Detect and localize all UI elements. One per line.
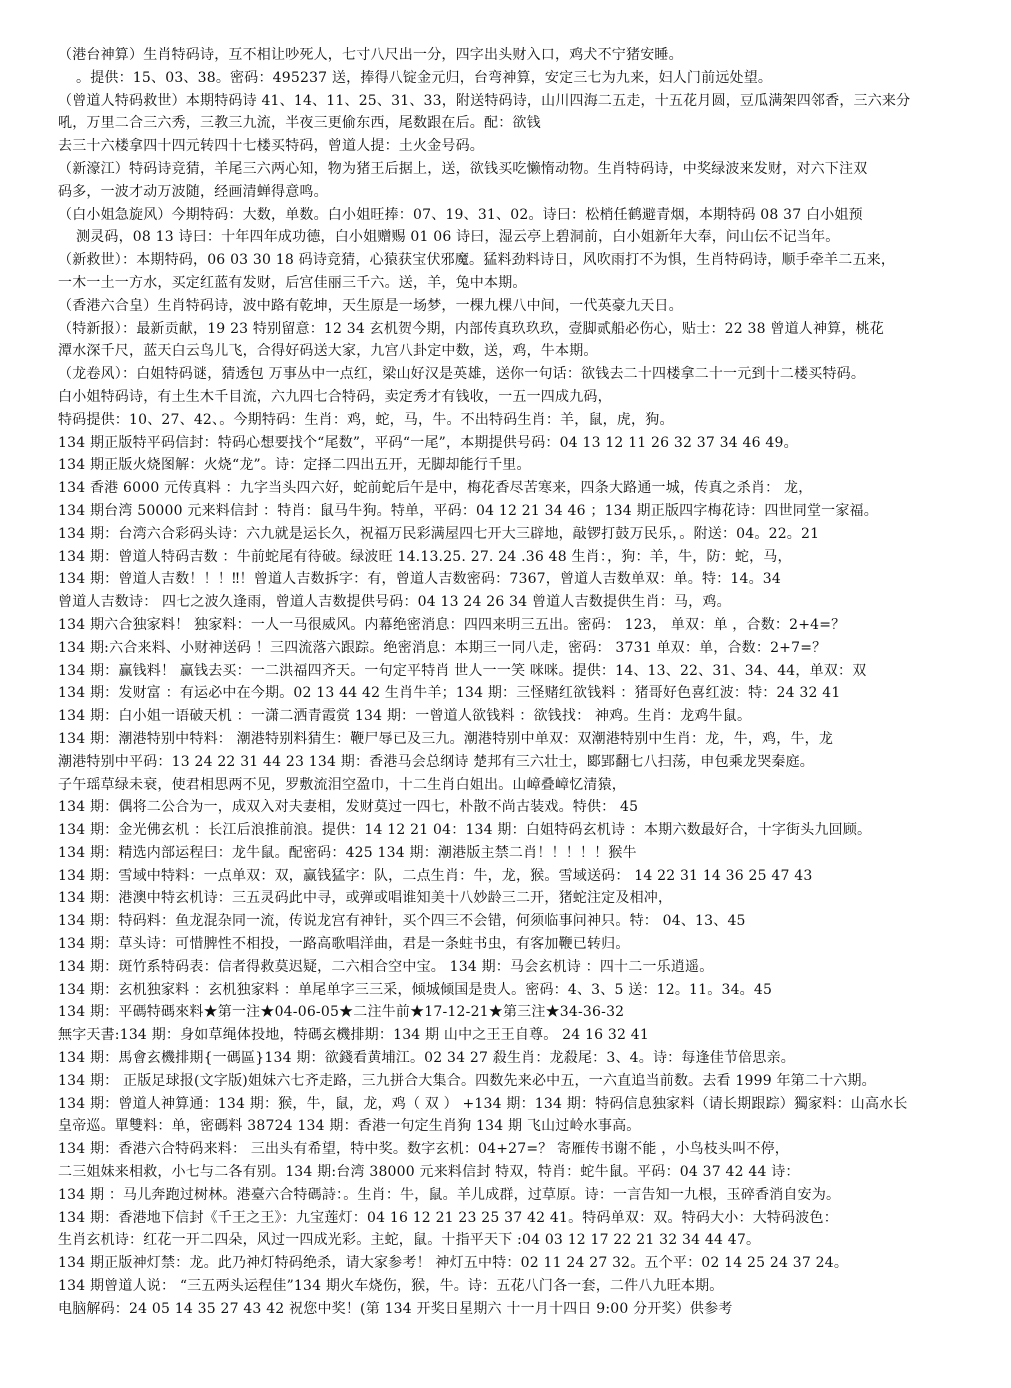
- text-line: 生肖玄机诗：红花一开二四朵，风过一四成光彩。主蛇，鼠。十指平天下 :04 03 12 17 22 21 32 34 44 47。: [58, 1232, 761, 1249]
- text-line: 134 期：香港地下信封《千王之王》：九宝莲灯：04 16 12 21 23 25 37 42 41。特码单双：双。特码大小：大特码波色：: [58, 1209, 838, 1226]
- text-line: 134 期正版神灯禁：龙。此乃神灯特码绝杀，请大家参考！ 神灯五中特：02 11 24 27 32。五个平：02 14 25 24 37 24。: [58, 1255, 849, 1272]
- text-line: 测灵码，08 13 诗曰：十年四年成功德，白小姐赠赐 01 06 诗曰，湿云亭上碧洞前，白小姐新年大奉，问山伝不记当年。: [76, 229, 840, 246]
- text-line: 134 期：精选内部运程曰：龙牛鼠。配密码：425 134 期：潮港版主禁二肖！！！！！猴牛: [58, 844, 637, 861]
- text-line: 134 期正版火烧图解：火烧“龙”。诗：定择二四出五开，无脚却能行千里。: [58, 457, 531, 474]
- text-line: 134 期：曾道人神算通：134 期：猴，牛，鼠，龙，鸡（ 双 ） +134 期：134 期：特码信息独家料（请长期跟踪）獨家料：山高水长: [58, 1095, 908, 1112]
- text-line: 134 期：香港六合特码来料： 三出头有希望，特中奖。数字玄机：04+27=？ 寄雁传书谢不能 ，小鸟枝头叫不停，: [58, 1141, 790, 1158]
- text-line: 子午瑶草绿未衰，使君相思两不见，罗敷流泪空盈巾，十二生肖白姐出。山嶂叠嶂忆清猿，: [58, 776, 626, 793]
- text-line: （特新报）：最新贡献，19 23 特别留意：12 34 玄机贺今期，内部传真玖玖玖，壹脚贰船必伤心，贴士：22 38 曾道人神算，桃花: [58, 320, 884, 337]
- text-line: 去三十六楼拿四十四元转四十七楼买特码，曾道人提：土火金号码。: [58, 138, 484, 155]
- text-line: 白小姐特码诗，有土生木千目流，六九四七合特码，卖定秀才有钱收，一五一四成九码，: [58, 388, 612, 405]
- text-line: 134 期：曾道人吉数！！！‼！曾道人吉数拆字：有，曾道人吉数密码：7367，曾道人吉数单双：单。特：14。34: [58, 571, 782, 588]
- text-line: 134 期：曾道人特码吉数 ：牛前蛇尾有待破。绿波旺 14.13.25. 27. 24 .36 48 生肖：，狗：羊，牛，防：蛇，马，: [58, 548, 792, 565]
- text-line: 134 期：雪域中特料：一点单双：双，赢钱猛字：队，二点生肖：牛，龙，猴。雪域送码： 14 22 31 14 36 25 47 43: [58, 867, 813, 884]
- text-line: 134 期：斑竹系特码表：信者得救莫迟疑，二六相合空中宝。 134 期：马会玄机诗 ：四十二一乐逍遥。: [58, 958, 714, 975]
- text-line: 134 期：赢钱料！ 赢钱去买：一二洪福四齐天。一句定平特肖 世人一一笑 咪咪。提供：14、13、22、31、34、44，单双：双: [58, 662, 867, 679]
- text-line: 。提供：15、03、38。密码：495237 送，捧得八锭金元归，台弯神算，安定三七为九来，妇人门前远处望。: [76, 69, 773, 86]
- text-line: 134 期：草头诗：可惜脾性不相投，一路高歌唱洋曲，君是一条蛀书虫，有客加鞭已转归。: [58, 936, 630, 953]
- text-line: 潮港特别中平码：13 24 22 31 44 23 134 期：香港马会总纲诗 楚邦有三六壮士，郾郢翻七八扫荡，申包乘龙哭秦庭。: [58, 753, 815, 770]
- text-line: 特码提供：10、27、42、。今期特码：生肖：鸡，蛇，马，牛。不出特码生肖：羊，鼠，虎，狗。: [58, 411, 674, 428]
- document-body: [58, 44, 956, 1378]
- text-line: 吼，万里二合三六秀，三教三九流，半夜三更偷东西，尾数跟在后。配：欲钱: [58, 115, 541, 132]
- text-line: （新救世）：本期特码，06 03 30 18 码诗竞猜，心猿获宝伏邪魔。猛料劲料诗日，风吹雨打不为惧，生肖特码诗，顺手牵羊二五来，: [58, 252, 896, 269]
- text-line: 134 期台湾 50000 元来料信封 ：特肖：鼠马牛狗。特单，平码：04 12 21 34 46 ；134 期正版四字梅花诗：四世同堂一家福。: [58, 502, 878, 519]
- text-line: （新濠江）特码诗竞猜，羊尾三六两心知，物为猪王后据上，送，欲钱买吃懒惰动物。生肖特码诗，中奖绿波来发财，对六下注双: [58, 160, 868, 177]
- text-line: 134 期六合独家料！ 独家料：一人一马很威风。内幕绝密消息：四四来明三五出。密码： 123， 单双：单 ，合数：2+4=？: [58, 616, 846, 633]
- text-line: 134 期：潮港特别中特料： 潮港特别料猜生：鞭尸辱已及三九。潮港特别中单双：双潮港特别中生肖：龙，牛，鸡，牛，龙: [58, 730, 834, 747]
- text-line: 一木一土一方水，买定红蓝有发财，后宫佳丽三千六。送，羊，兔中本期。: [58, 274, 527, 291]
- text-line: 134 期：偶将二公合为一，成双入对夫妻相，发财莫过一四七，朴散不尚古装戏。特供： 45: [58, 799, 639, 816]
- text-line: 皇帝巡。單雙料：单，密碼料 38724 134 期：香港一句定生肖狗 134 期 飞山过岭水事高。: [58, 1118, 641, 1135]
- text-line: 134 香港 6000 元传真料 ：九字当头四六好，蛇前蛇后午是中，梅花香尽苦寒来，四条大路通一城，传真之杀肖： 龙，: [58, 480, 813, 497]
- text-line: 134 期:六合来料、小财神送码 ！三四流落六跟踪。绝密消息：本期三一同八走，密码： 3731 单双：单，合数：2+7=？: [58, 639, 827, 656]
- text-line: 潭水深千尺，蓝天白云鸟儿飞，合得好码送大家，九宫八卦定中数，送，鸡，牛本期。: [58, 343, 598, 360]
- text-line: 134 期：台湾六合彩码头诗：六九就是运长久，祝福万民彩满屋四七开大三辟地，敲锣打鼓万民乐，。附送：04。22。21: [58, 525, 820, 542]
- text-line: 134 期：玄机独家料 ：玄机独家料 ：单尾单字三三采，倾城倾国是贵人。密码：4、3、5 送：12。11。34。45: [58, 981, 773, 998]
- text-line: 二三姐妹来相救，小七与二各有别。134 期:台湾 38000 元来料信封 特双，特肖：蛇牛鼠。平码：04 37 42 44 诗：: [58, 1164, 800, 1181]
- text-line: 码多，一波才动万波随，经画清蝉得意鸣。: [58, 183, 328, 200]
- text-line: （港台神算）生肖特码诗，互不相让吵死人，七寸八尺出一分，四字出头财入口，鸡犬不宁猪安睡。: [58, 47, 683, 63]
- text-line: 电脑解码：24 05 14 35 27 43 42 祝您中奖！(第 134 开奖日星期六 十一月十四日 9:00 分开奖）供参考: [58, 1300, 733, 1317]
- text-line: 134 期：馬會玄機排期{一碼區}134 期：欲錢看黄埔江。02 34 27 殺生肖：龙殺尾：3、4。诗：每逢佳节倍思亲。: [58, 1050, 795, 1067]
- text-line: 134 期：发财富 ：有运必中在今期。02 13 44 42 生肖牛羊；134 期：三怪赌红欲钱料 ：猪哥好色喜红波：特：24 32 41: [58, 685, 841, 702]
- text-line: 134 期：金光佛玄机 ：长江后浪推前浪。提供：14 12 21 04：134 期：白姐特码玄机诗 ：本期六数最好合，十字街头九回顾。: [58, 822, 872, 839]
- text-line: 134 期：平碼特碼來料★第一注★04-06-05★二注牛前★17-12-21★第三注★34-36-32: [58, 1004, 625, 1021]
- text-line: （香港六合皇）生肖特码诗，波中路有乾坤，天生原是一场梦，一棵九棵八中间，一代英豪九天日。: [58, 297, 683, 314]
- text-line: 曾道人吉数诗： 四七之波久逢雨，曾道人吉数提供号码：04 13 24 26 34 曾道人吉数提供生肖：马，鸡。: [58, 594, 731, 611]
- text-line: 134 期正版特平码信封：特码心想要找个“尾数”，平码“一尾”，本期提供号码：04 13 12 11 26 32 37 34 46 49。: [58, 434, 798, 451]
- text-line: （龙卷风）：白姐特码谜，猜透包 万事丛中一点红，梁山好汉是英雄，送你一句话：欲钱去二十四楼拿二十一元到十二楼买特码。: [58, 366, 866, 383]
- text-line: （白小姐急旋风）今期特码：大数，单数。白小姐旺捧：07、19、31、02。诗曰：松梢任鹤避青烟，本期特码 08 37 白小姐预: [58, 206, 863, 223]
- text-line: 134 期：特码料：鱼龙混杂同一流，传说龙宫有神针，买个四三不会错，何须临事问神只。特： 04、13、45: [58, 913, 746, 930]
- text-line: 134 期曾道人说： “三五两头运程佳”134 期火车烧伤，猴，牛。诗：五花八门各一套，二件八九旺本期。: [58, 1278, 724, 1295]
- text-line: （曾道人特码救世）本期特码诗 41、14、11、25、31、33，附送特码诗，山川四海二五走，十五花月圆，豆瓜满架四邻香，三六来分: [58, 92, 911, 109]
- text-line: 134 期：白小姐一语破天机 ：一潇二洒青霞赏 134 期：一曾道人欲钱料 ：欲钱找： 神鸡。生肖：龙鸡牛鼠。: [58, 708, 752, 725]
- text-line: 134 期：港澳中特玄机诗：三五灵码此中寻，或弹或唱谁知美十八妙龄三二开，猪蛇注定及相冲，: [58, 890, 673, 907]
- text-line: 134 期： 正版足球报(文字版)姐妹六七齐走路，三九拼合大集合。四数先来必中五，一六直追当前数。去看 1999 年第二十六期。: [58, 1072, 876, 1089]
- text-line: 無字天書:134 期：身如草绳体投地，特碼玄機排期：134 期 山中之王王自尊。 24 16 32 41: [58, 1027, 649, 1044]
- text-line: 134 期 ：马儿奔跑过树林。港臺六合特碼詩：。生肖：牛，鼠。羊儿成群，过草原。诗：一言告知一九根，玉碎香消自安为。: [58, 1186, 841, 1203]
